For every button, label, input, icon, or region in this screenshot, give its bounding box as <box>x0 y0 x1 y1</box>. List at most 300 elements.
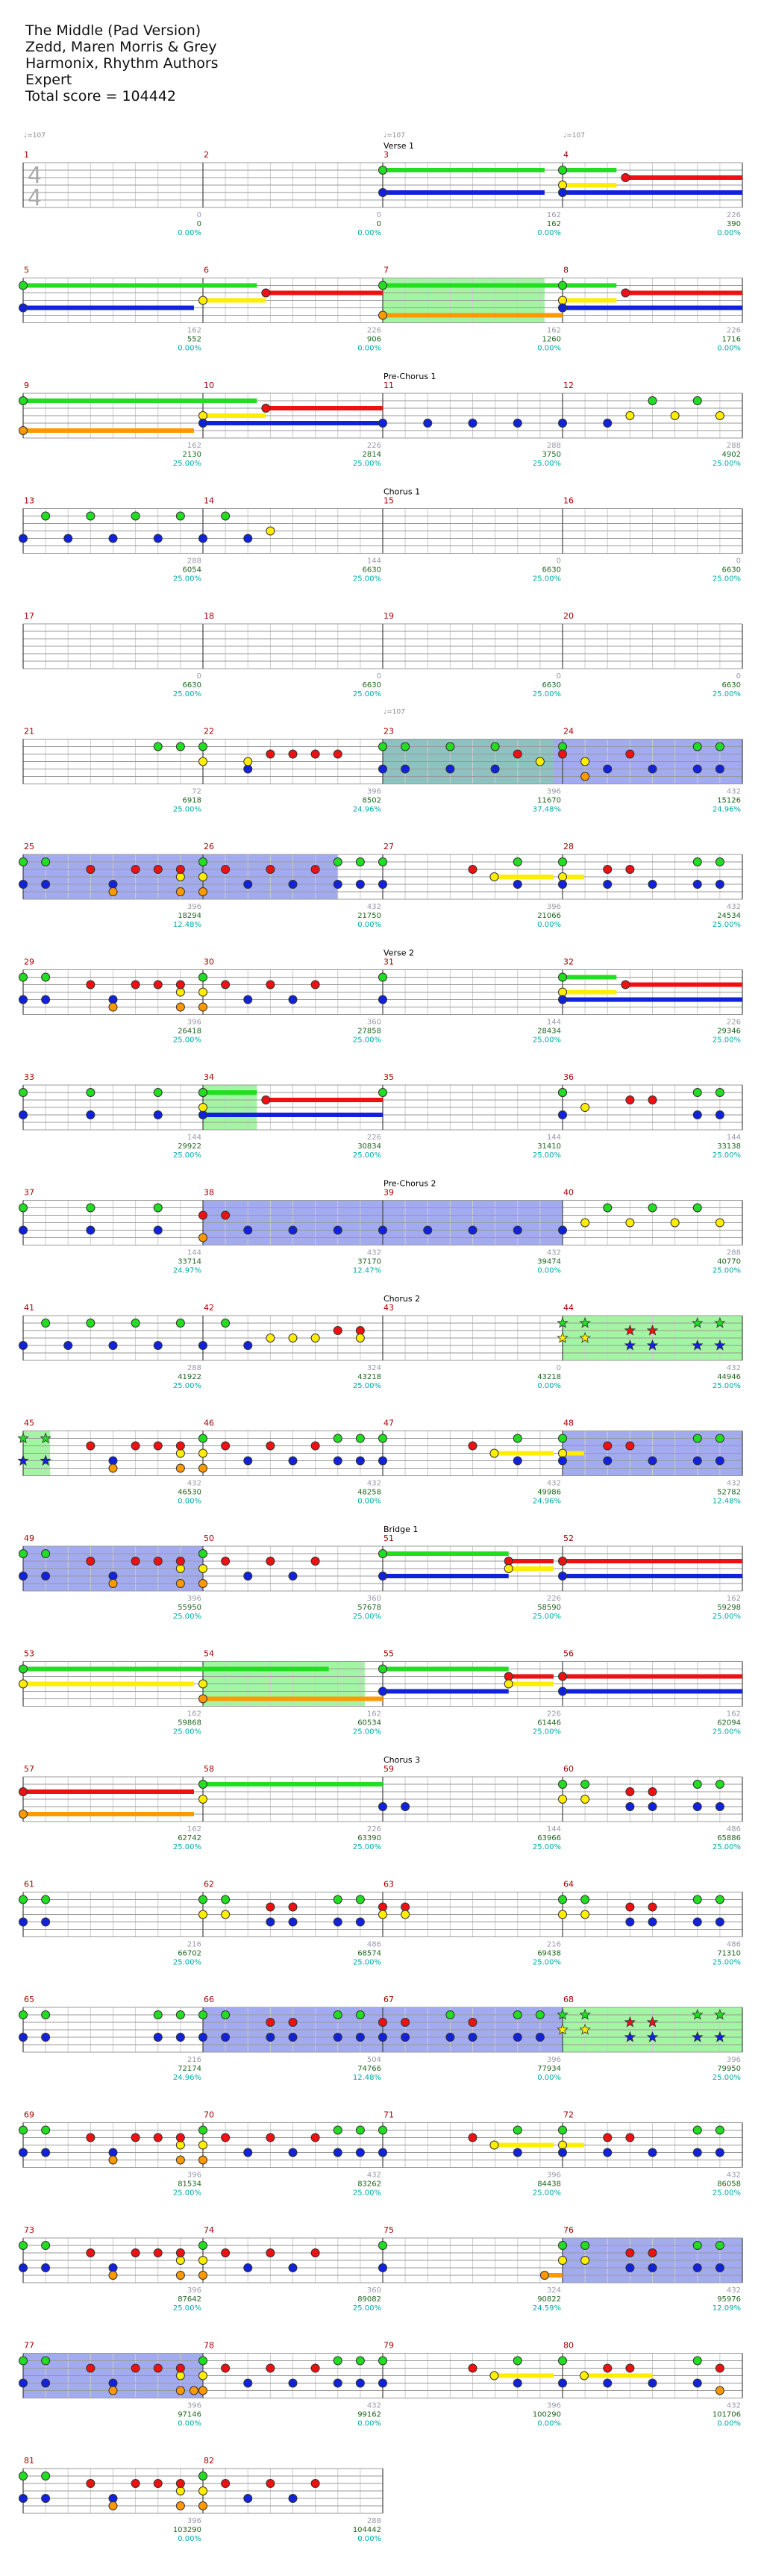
tempo-label: ♩=107 <box>383 708 405 716</box>
note-red <box>262 1096 270 1104</box>
note-yellow <box>19 1680 28 1688</box>
sustain-red <box>509 1675 554 1679</box>
note-count: 226 <box>726 211 741 219</box>
measure-number: 65 <box>24 1995 34 2004</box>
note-red <box>266 2480 275 2488</box>
note-green <box>356 2011 364 2019</box>
overdrive-percent: 12.47% <box>352 1266 381 1275</box>
cumulative-score: 43218 <box>357 1373 381 1381</box>
note-count: 432 <box>366 903 381 911</box>
note-yellow <box>176 873 184 881</box>
overdrive-percent: 0.00% <box>357 921 381 929</box>
note-blue <box>42 881 50 889</box>
note-green <box>513 2357 522 2365</box>
measure-number: 60 <box>563 1764 574 1774</box>
note-blue <box>648 1457 657 1465</box>
sustain-orange <box>383 313 563 318</box>
note-green <box>19 2011 28 2019</box>
cumulative-score: 26418 <box>178 1027 201 1036</box>
note-blue <box>154 534 162 543</box>
tab-row-5 <box>23 624 742 669</box>
note-orange <box>109 1580 117 1588</box>
section-label: Chorus 3 <box>383 1755 421 1765</box>
cumulative-score: 6630 <box>362 566 381 575</box>
measure-number: 42 <box>204 1303 214 1313</box>
note-yellow <box>581 1104 589 1112</box>
note-green <box>716 2242 724 2250</box>
note-orange <box>109 2386 117 2395</box>
overdrive-percent: 25.00% <box>352 1958 381 1967</box>
note-orange <box>540 2272 548 2280</box>
note-yellow <box>559 1449 567 1457</box>
note-red <box>626 1096 634 1104</box>
note-yellow <box>176 2257 184 2265</box>
sustain-green <box>203 1090 257 1095</box>
note-yellow <box>671 412 679 420</box>
cumulative-score: 63390 <box>357 1834 381 1842</box>
note-yellow <box>199 2141 207 2149</box>
note-green <box>222 512 230 520</box>
sustain-blue <box>563 190 742 195</box>
note-blue <box>559 189 567 197</box>
sustain-red <box>509 1559 554 1563</box>
note-red <box>131 1442 140 1450</box>
note-blue <box>199 419 207 428</box>
note-count: 432 <box>546 1248 561 1257</box>
note-orange <box>379 311 387 319</box>
tab-row-11 <box>19 1316 743 1360</box>
note-red <box>131 2364 140 2372</box>
note-red <box>266 866 275 874</box>
note-yellow <box>626 412 634 420</box>
note-red <box>262 289 270 297</box>
overdrive-percent: 0.00% <box>357 2419 381 2428</box>
section-label: Chorus 2 <box>383 1294 421 1304</box>
note-red <box>87 2480 95 2488</box>
cumulative-score: 1260 <box>542 335 561 344</box>
note-green <box>356 1895 364 1904</box>
note-red <box>222 2249 230 2257</box>
sustain-yellow <box>509 1566 554 1571</box>
note-orange <box>176 2502 184 2510</box>
note-blue <box>154 2033 162 2042</box>
note-blue <box>379 1687 387 1695</box>
cumulative-score: 100290 <box>532 2410 561 2419</box>
note-red <box>222 2133 230 2142</box>
overdrive-percent: 0.00% <box>537 344 561 353</box>
note-blue <box>469 419 477 428</box>
measure-number: 21 <box>24 726 34 737</box>
note-red <box>154 866 162 874</box>
note-blue <box>19 534 28 543</box>
note-count: 396 <box>187 903 201 911</box>
note-green <box>379 1089 387 1097</box>
note-count: 486 <box>726 1940 741 1949</box>
sustain-blue <box>383 190 545 195</box>
overdrive-percent: 0.00% <box>717 2419 741 2428</box>
note-green <box>19 2242 28 2250</box>
tempo-label: ♩=107 <box>24 132 46 140</box>
note-red <box>469 2364 477 2372</box>
note-blue <box>42 995 50 1004</box>
note-blue <box>19 2379 28 2387</box>
measure-number: 52 <box>563 1534 574 1543</box>
note-orange <box>199 1003 207 1011</box>
note-red <box>176 2133 184 2142</box>
overdrive-percent: 25.00% <box>172 2304 201 2313</box>
note-blue <box>109 1572 117 1581</box>
note-count: 162 <box>187 326 201 335</box>
note-count: 0 <box>376 211 381 219</box>
note-blue <box>289 995 297 1004</box>
measure-number: 81 <box>24 2456 34 2466</box>
note-yellow <box>266 527 275 535</box>
note-count: 432 <box>726 2401 741 2410</box>
note-blue <box>42 1572 50 1581</box>
sustain-blue <box>203 1113 383 1117</box>
note-blue <box>559 1111 567 1119</box>
note-green <box>42 2357 50 2365</box>
note-green <box>648 397 657 405</box>
note-count: 432 <box>366 1248 381 1257</box>
note-count: 226 <box>726 1018 741 1027</box>
note-count: 0 <box>556 1364 561 1372</box>
note-green <box>199 1781 207 1789</box>
note-count: 0 <box>556 672 561 681</box>
measure-number: 12 <box>563 381 574 390</box>
note-count: 216 <box>187 2056 201 2064</box>
note-yellow <box>199 2257 207 2265</box>
note-red <box>154 981 162 989</box>
note-red <box>604 2133 612 2142</box>
overdrive-percent: 24.97% <box>172 1266 201 1275</box>
note-blue <box>244 2379 252 2387</box>
measure-number: 72 <box>563 2110 574 2120</box>
note-green <box>693 397 701 405</box>
sustain-blue <box>383 1689 509 1694</box>
cumulative-score: 63966 <box>537 1834 561 1842</box>
note-count: 432 <box>726 1364 741 1372</box>
note-red <box>262 404 270 413</box>
note-red <box>626 2133 634 2142</box>
cumulative-score: 46530 <box>178 1488 201 1497</box>
cumulative-score: 97146 <box>178 2410 201 2419</box>
note-blue <box>199 1342 207 1350</box>
note-orange <box>109 1003 117 1011</box>
note-yellow <box>199 296 207 304</box>
note-red <box>469 2019 477 2027</box>
note-blue <box>648 881 657 889</box>
note-red <box>266 750 275 758</box>
note-red <box>266 1442 275 1450</box>
note-green <box>379 858 387 866</box>
note-yellow <box>356 1334 364 1342</box>
note-yellow <box>222 1910 230 1919</box>
note-green <box>154 743 162 751</box>
note-red <box>311 981 319 989</box>
note-blue <box>469 2033 477 2042</box>
note-blue <box>19 2264 28 2272</box>
note-red <box>131 2133 140 2142</box>
cumulative-score: 6630 <box>542 566 561 575</box>
note-blue <box>559 1572 567 1581</box>
measure-number: 74 <box>204 2225 214 2235</box>
note-yellow <box>581 1910 589 1919</box>
note-blue <box>334 881 342 889</box>
note-count: 0 <box>196 672 201 681</box>
note-blue <box>334 1918 342 1926</box>
note-green <box>42 512 50 520</box>
note-green <box>693 2242 701 2250</box>
measure-number: 53 <box>24 1648 34 1659</box>
tab-row-15 <box>19 1777 743 1822</box>
note-green <box>334 1434 342 1442</box>
note-blue <box>559 1457 567 1465</box>
measure-number: 55 <box>383 1648 394 1659</box>
chart-authors: Harmonix, Rhythm Authors <box>25 55 219 72</box>
note-green <box>87 512 95 520</box>
overdrive-percent: 25.00% <box>172 1036 201 1045</box>
overdrive-percent: 25.00% <box>352 1382 381 1390</box>
measure-number: 10 <box>204 381 214 390</box>
note-red <box>621 289 630 297</box>
note-red <box>87 1442 95 1450</box>
overdrive-percent: 25.00% <box>172 575 201 584</box>
cumulative-score: 24534 <box>717 912 741 920</box>
sustain-blue <box>563 306 742 310</box>
note-orange <box>199 2156 207 2164</box>
note-yellow <box>199 757 207 766</box>
note-orange <box>199 1234 207 1242</box>
note-green <box>87 1089 95 1097</box>
note-blue <box>626 1918 634 1926</box>
note-blue <box>604 881 612 889</box>
note-count: 396 <box>546 903 561 911</box>
measure-number: 26 <box>204 842 214 851</box>
tab-row-21 <box>19 2469 383 2513</box>
note-green <box>42 2242 50 2250</box>
note-green <box>379 2357 387 2365</box>
note-count: 162 <box>726 1595 741 1603</box>
note-red <box>379 2019 387 2027</box>
sustain-red <box>266 1098 383 1102</box>
note-red <box>131 866 140 874</box>
overdrive-percent: 25.00% <box>712 1151 741 1160</box>
cumulative-score: 28434 <box>537 1027 561 1036</box>
note-blue <box>19 995 28 1004</box>
note-red <box>469 1442 477 1450</box>
note-green <box>379 281 387 290</box>
note-green <box>199 973 207 981</box>
note-green <box>379 1434 387 1442</box>
note-green <box>356 2126 364 2134</box>
note-red <box>176 2364 184 2372</box>
measure-number: 3 <box>383 150 389 160</box>
overdrive-percent: 25.00% <box>532 1728 561 1736</box>
note-orange <box>199 2272 207 2280</box>
note-blue <box>109 881 117 889</box>
measure-number: 27 <box>383 842 394 851</box>
section-label: Verse 1 <box>383 141 414 151</box>
cumulative-score: 37170 <box>357 1257 381 1266</box>
note-green <box>693 1434 701 1442</box>
cumulative-score: 62094 <box>717 1719 741 1728</box>
note-orange <box>190 2386 198 2395</box>
overdrive-percent: 25.00% <box>352 2189 381 2198</box>
note-red <box>266 2249 275 2257</box>
note-red <box>311 2364 319 2372</box>
cumulative-score: 0 <box>196 220 201 228</box>
note-red <box>648 1903 657 1911</box>
note-orange <box>109 2502 117 2510</box>
note-yellow <box>176 2372 184 2380</box>
note-red <box>131 2249 140 2257</box>
note-green <box>199 2357 207 2365</box>
note-yellow <box>559 181 567 190</box>
note-blue <box>244 881 252 889</box>
note-yellow <box>581 1795 589 1804</box>
note-green <box>379 166 387 175</box>
note-red <box>311 2133 319 2142</box>
note-blue <box>513 2148 522 2157</box>
note-red <box>131 981 140 989</box>
note-red <box>176 866 184 874</box>
note-blue <box>222 2033 230 2042</box>
overdrive-percent: 0.00% <box>717 344 741 353</box>
tab-row-2 <box>19 278 743 323</box>
overdrive-percent: 25.00% <box>352 2304 381 2313</box>
measure-number: 41 <box>24 1303 34 1313</box>
sustain-yellow <box>563 183 616 187</box>
cumulative-score: 1716 <box>721 335 741 344</box>
measure-number: 15 <box>383 495 394 506</box>
measure-number: 8 <box>563 265 569 275</box>
note-blue <box>244 1572 252 1581</box>
note-orange <box>109 1464 117 1472</box>
note-count: 324 <box>366 1364 381 1372</box>
note-yellow <box>199 1565 207 1573</box>
sustain-green <box>563 284 616 288</box>
note-red <box>334 750 342 758</box>
note-red <box>401 1903 410 1911</box>
note-yellow <box>559 1910 567 1919</box>
note-yellow <box>626 1219 634 1227</box>
note-green <box>19 281 28 290</box>
note-green <box>19 1665 28 1673</box>
note-yellow <box>559 2257 567 2265</box>
note-green <box>559 858 567 866</box>
cumulative-score: 6630 <box>362 681 381 690</box>
sustain-green <box>383 284 563 288</box>
note-red <box>266 1903 275 1911</box>
note-orange <box>199 2386 207 2395</box>
tab-row-4 <box>19 509 743 554</box>
note-red <box>222 1211 230 1219</box>
note-orange <box>199 1580 207 1588</box>
note-yellow <box>199 2487 207 2495</box>
note-blue <box>87 1226 95 1234</box>
note-red <box>266 981 275 989</box>
note-blue <box>513 419 522 428</box>
note-green <box>446 2011 454 2019</box>
note-blue <box>289 1226 297 1234</box>
sustain-red <box>625 175 742 180</box>
note-red <box>626 1903 634 1911</box>
note-blue <box>289 1572 297 1581</box>
cumulative-score: 72174 <box>178 2065 201 2073</box>
tab-row-20 <box>19 2354 743 2398</box>
note-green <box>222 1319 230 1328</box>
overdrive-percent: 25.00% <box>712 1036 741 1045</box>
measure-number: 45 <box>24 1418 34 1428</box>
sustain-green <box>23 1667 329 1672</box>
sustain-green <box>203 1782 383 1786</box>
note-blue <box>716 2148 724 2157</box>
note-count: 162 <box>546 326 561 335</box>
cumulative-score: 55950 <box>178 1604 201 1612</box>
cumulative-score: 21066 <box>537 912 561 920</box>
cumulative-score: 57678 <box>357 1604 381 1612</box>
note-green <box>42 1895 50 1904</box>
note-blue <box>536 2033 544 2042</box>
note-red <box>87 2133 95 2142</box>
sustain-blue <box>563 1689 742 1694</box>
note-red <box>154 1442 162 1450</box>
tab-row-10 <box>19 1201 743 1245</box>
overdrive-percent: 24.96% <box>532 1497 561 1506</box>
note-blue <box>559 1226 567 1234</box>
tab-row-14 <box>19 1662 743 1707</box>
overdrive-percent: 25.00% <box>712 1843 741 1851</box>
cumulative-score: 60534 <box>357 1719 381 1728</box>
cumulative-score: 81534 <box>178 2180 201 2189</box>
overdrive-percent: 0.00% <box>357 229 381 237</box>
note-count: 144 <box>546 1825 561 1833</box>
overdrive-percent: 0.00% <box>178 2535 201 2543</box>
tab-row-19 <box>19 2238 743 2283</box>
note-count: 226 <box>546 1710 561 1719</box>
note-count: 0 <box>736 557 741 566</box>
note-red <box>154 2133 162 2142</box>
time-signature-denominator: 4 <box>28 185 43 211</box>
measure-number: 17 <box>24 611 34 621</box>
note-green <box>559 1434 567 1442</box>
measure-number: 23 <box>383 726 394 737</box>
cumulative-score: 79950 <box>717 2065 741 2073</box>
note-blue <box>334 1226 342 1234</box>
sustain-yellow <box>494 2374 554 2378</box>
measure-number: 19 <box>383 611 394 621</box>
cumulative-score: 66702 <box>178 1949 201 1958</box>
note-yellow <box>266 1334 275 1342</box>
note-count: 396 <box>366 787 381 796</box>
sustain-yellow <box>509 1682 554 1686</box>
cumulative-score: 83262 <box>357 2180 381 2189</box>
note-blue <box>379 1226 387 1234</box>
note-blue <box>513 1226 522 1234</box>
note-red <box>289 750 297 758</box>
note-red <box>266 1557 275 1566</box>
note-blue <box>64 1342 72 1350</box>
note-green <box>222 2011 230 2019</box>
note-red <box>626 2249 634 2257</box>
overdrive-percent: 25.00% <box>532 1843 561 1851</box>
overdrive-percent: 24.59% <box>532 2304 561 2313</box>
note-blue <box>559 2148 567 2157</box>
note-blue <box>199 2033 207 2042</box>
note-orange <box>19 1810 28 1819</box>
note-red <box>154 2364 162 2372</box>
